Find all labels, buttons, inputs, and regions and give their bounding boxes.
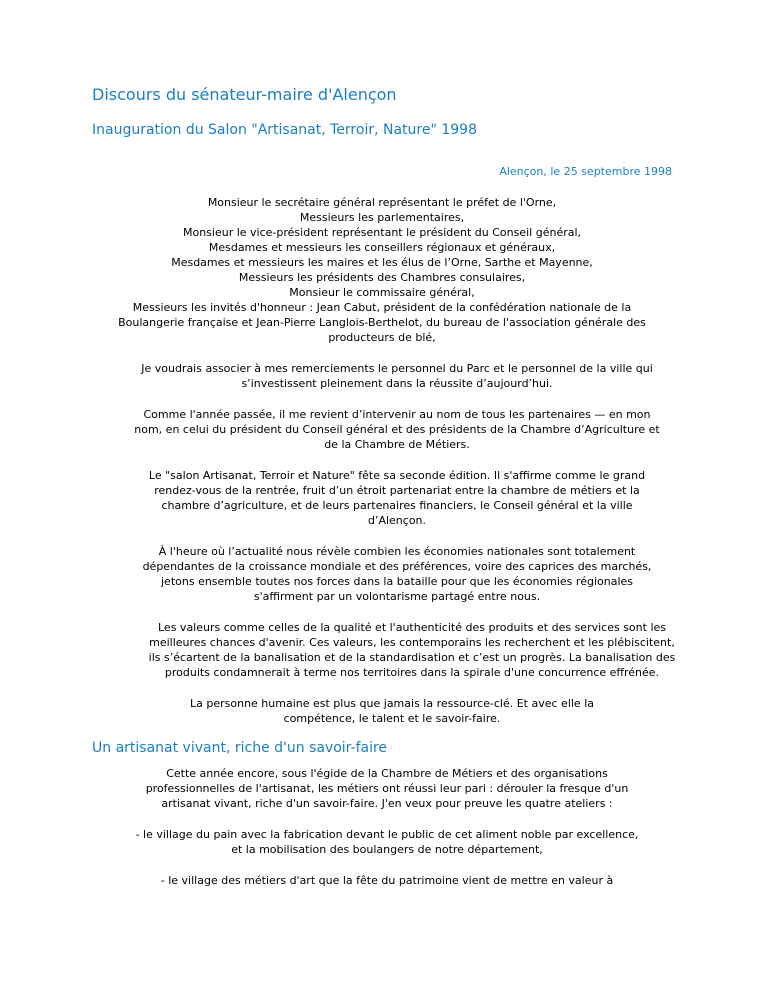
salutation-line: Monsieur le commissaire général, — [289, 286, 475, 299]
salutation-line: Monsieur le vice-président représentant le président du Conseil général, — [182, 226, 582, 239]
document-subtitle: Inauguration du Salon "Artisanat, Terroir, Nature" 1998 — [92, 122, 477, 138]
document-page — [92, 84, 676, 888]
salutation-line: Messieurs les présidents des Chambres consulaires, — [238, 271, 526, 284]
paragraph: Comme l'année passée, il me revient d’intervenir au nom de tous les partenaires — en mon nom, en celui du président du Conseil général et des présidents de la Chambre d’Agriculture et de la Chambre de Métiers. — [134, 408, 660, 451]
salutation-line: Messieurs les parlementaires, — [299, 211, 465, 224]
document-title: Discours du sénateur-maire d'Alençon — [92, 85, 397, 104]
section-body — [92, 766, 672, 888]
salutation-line: Mesdames et messieurs les maires et les élus de l’Orne, Sarthe et Mayenne, — [171, 256, 593, 269]
paragraph: Cette année encore, sous l'égide de la Chambre de Métiers et des organisations professionnelles de l'artisanat, les métiers ont réussi leur pari : dérouler la fresque d'un artisanat vivant, riche d'un savoir-faire. J'en veux pour preuve les quatre ateliers : — [145, 767, 629, 810]
section-heading: Un artisanat vivant, riche d'un savoir-faire — [92, 740, 388, 756]
paragraph: Je voudrais associer à mes remerciements le personnel du Parc et le personnel de la ville qui s’investissent pleinement dans la réussite d’aujourd’hui. — [141, 362, 653, 390]
paragraph: - le village des métiers d'art que la fête du patrimoine vient de mettre en valeur à — [160, 874, 614, 887]
salutation-line: Messieurs les invités d'honneur : Jean Cabut, président de la confédération nationale de la Boulangerie française et Jean-Pierre Langlois-Berthelot, du bureau de l'association générale des producteurs de blé, — [118, 301, 646, 344]
dateline: Alençon, le 25 septembre 1998 — [499, 165, 672, 178]
paragraph: - le village du pain avec la fabrication devant le public de cet aliment noble par excellence, et la mobilisation des boulangers de notre département, — [135, 828, 639, 856]
salutations — [110, 195, 654, 345]
salutation-line: Monsieur le secrétaire général représentant le préfet de l'Orne, — [207, 196, 557, 209]
salutation-line: Mesdames et messieurs les conseillers régionaux et généraux, — [208, 241, 556, 254]
paragraph: À l'heure où l’actualité nous révèle combien les économies nationales sont totalement dépendantes de la croissance mondiale et des préférences, voire des caprices des marchés, jetons ensemble toutes nos forces dans la bataille pour que les économies régionales s'affirment par un volontarisme partagé entre nous. — [142, 545, 652, 603]
paragraph: La personne humaine est plus que jamais la ressource-clé. Et avec elle la compétence, le talent et le savoir-faire. — [190, 697, 594, 725]
paragraph: Le "salon Artisanat, Terroir et Nature" fête sa seconde édition. Il s'affirme comme le grand rendez-vous de la rentrée, fruit d’un étroit partenariat entre la chambre de métiers et la chambre d’agriculture, et de leurs partenaires financiers, le Conseil général et la ville d’Alençon. — [148, 469, 646, 527]
paragraph: Les valeurs comme celles de la qualité et l'authenticité des produits et des services sont les meilleures chances d'avenir. Ces valeurs, les contemporains les recherchent et les plébiscitent, ils s’écartent de la banalisation et de la standardisation et c’est un progrès. La banalisation des produits condamnerait à terme nos territoires dans la spirale d'une concurrence effrénée. — [148, 621, 676, 679]
